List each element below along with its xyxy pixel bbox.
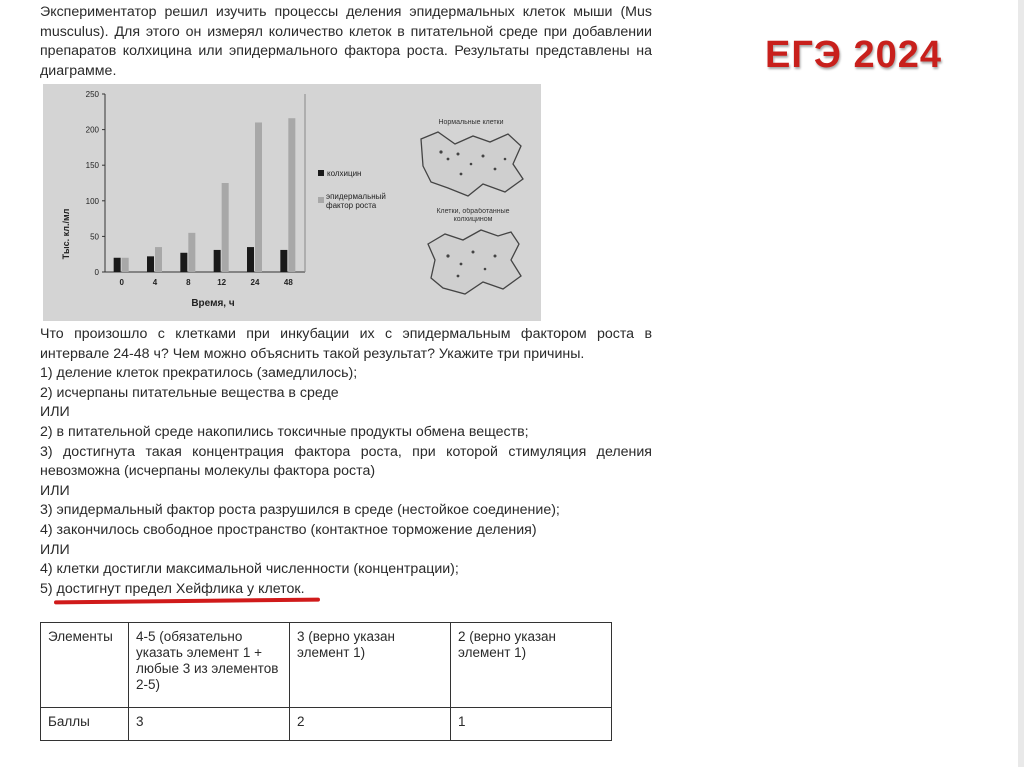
table-row — [41, 708, 612, 741]
table-row — [41, 623, 612, 708]
table-cell: 4-5 (обязательно указать элемент 1 + любые 3 из элементов 2-5) — [129, 623, 290, 708]
question-text: Что произошло с клетками при инкубации их с эпидермальным фактором роста в интервале 24-48 ч? Чем можно объяснить такой результат? Укажите три причины. — [40, 326, 652, 362]
table-cell: 2 — [290, 708, 451, 741]
normal-cells-label: Нормальные клетки — [438, 119, 504, 126]
answer-4a: 4) закончилось свободное пространство (контактное торможение деления) — [40, 521, 537, 538]
bar-egf — [122, 258, 129, 272]
x-axis-label: Время, ч — [191, 298, 235, 309]
table-cell: 3 — [129, 708, 290, 741]
legend-label-egf: эпидермальный фактор роста — [326, 192, 386, 210]
x-tick-label: 48 — [283, 278, 293, 287]
answer-4b: 4) клетки достигли максимальной численности (концентрации); — [40, 561, 459, 578]
answer-or-2: ИЛИ — [40, 482, 70, 499]
table-cell: 2 (верно указан элемент 1) — [451, 623, 612, 708]
answer-or-3: ИЛИ — [40, 541, 70, 558]
exam-badge: ЕГЭ 2024 — [765, 34, 943, 76]
answer-5: 5) достигнут предел Хейфлика у клеток. — [40, 580, 305, 597]
y-tick-label: 100 — [85, 196, 99, 206]
bar-colchicine — [214, 250, 221, 272]
bar-egf — [222, 183, 229, 272]
x-tick-label: 24 — [250, 278, 260, 287]
chart-figure — [43, 84, 541, 321]
answer-3b: 3) эпидермальный фактор роста разрушился в среде (нестойкое соединение); — [40, 502, 560, 519]
answer-2a: 2) исчерпаны питательные вещества в среде — [40, 384, 339, 401]
answer-1: 1) деление клеток прекратилось (замедлилось); — [40, 365, 358, 382]
bar-egf — [288, 118, 295, 272]
table-cell: 3 (верно указан элемент 1) — [290, 623, 451, 708]
answer-or-1: ИЛИ — [40, 404, 70, 421]
bar-egf — [188, 233, 195, 272]
legend-label-colchicine: колхицин — [327, 169, 362, 178]
bar-colchicine — [180, 253, 187, 272]
x-tick-label: 12 — [217, 278, 227, 287]
answer-2b: 2) в питательной среде накопились токсичные продукты обмена веществ; — [40, 423, 529, 440]
y-tick-label: 50 — [90, 232, 99, 242]
bar-colchicine — [247, 247, 254, 272]
bar-egf — [155, 247, 162, 272]
bar-colchicine — [147, 256, 154, 272]
treated-cell-drawing — [428, 230, 521, 294]
bar-colchicine — [114, 258, 121, 272]
x-tick-label: 8 — [186, 278, 191, 287]
treated-cells-label: Клетки, обработанные колхицином — [436, 208, 510, 223]
y-axis-label: Тыс. кл./мл — [61, 208, 71, 260]
intro-paragraph: Экспериментатор решил изучить процессы деления эпидермальных клеток мыши (Mus musculus). Для этого он измерял количество клеток в питательной среде при добавлении препаратов колхицина или эпидермального фактора роста. Результаты представлены на диаграмме. — [40, 4, 652, 79]
table-cell: Баллы — [41, 708, 129, 741]
legend-swatch-colchicine — [318, 170, 324, 176]
y-tick-label: 0 — [94, 268, 99, 277]
bar-colchicine — [280, 250, 287, 272]
y-tick-label: 150 — [85, 161, 99, 171]
bar-chart — [43, 84, 541, 321]
question-block — [40, 325, 652, 599]
table-cell: 1 — [451, 708, 612, 741]
bar-egf — [255, 122, 262, 272]
x-tick-label: 0 — [119, 278, 124, 287]
y-tick-label: 250 — [85, 90, 99, 99]
legend-swatch-egf — [318, 197, 324, 203]
score-table — [40, 622, 612, 741]
y-tick-label: 200 — [85, 125, 99, 135]
x-tick-label: 4 — [152, 278, 158, 287]
table-cell: Элементы — [41, 623, 129, 708]
answer-3a: 3) достигнута такая концентрация фактора роста, при которой стимуляция деления невозможна (исчерпаны молекулы фактора роста) — [40, 443, 652, 480]
slide-edge — [1018, 0, 1024, 767]
